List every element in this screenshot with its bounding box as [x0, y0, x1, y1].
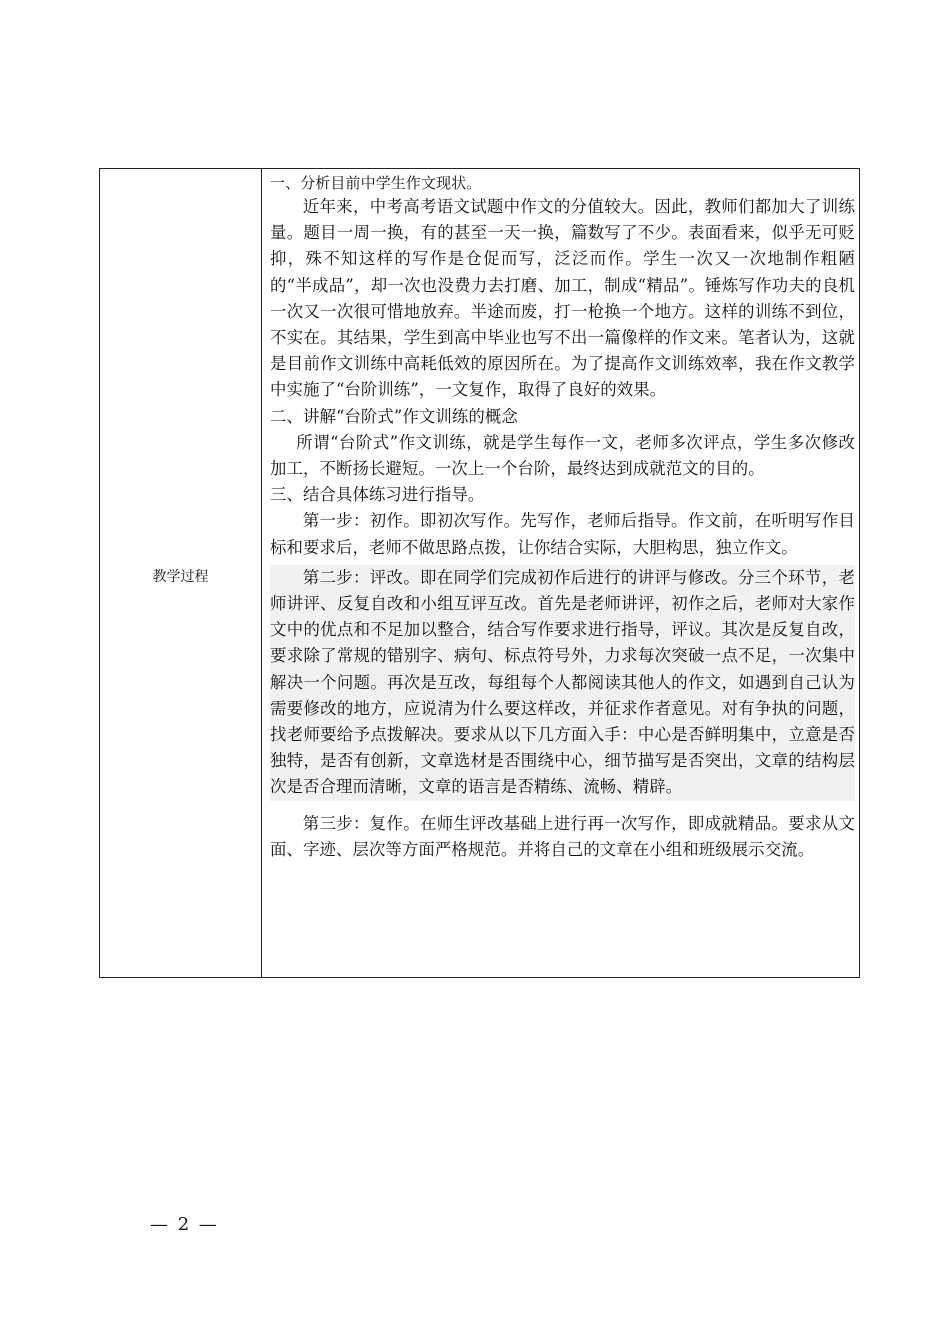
content-cell [270, 172, 855, 863]
heading-1: 一、分析目前中学生作文现状。 [270, 174, 482, 192]
paragraph-step-one: 第一步：初作。即初次写作。先写作，老师后指导。作文前，在听明写作目标和要求后，老师不做思路点拨，让你结合实际，大胆构思，独立作文。 [270, 511, 855, 557]
heading-3: 三、结合具体练习进行指导。 [270, 485, 485, 505]
paragraph-step-three: 第三步：复作。在师生评改基础上进行再一次写作，即成就精品。要求从文面、字迹、层次等方面严格规范。并将自己的文章在小组和班级展示交流。 [270, 813, 855, 859]
paragraph-step-two: 第二步：评改。即在同学们完成初作后进行的讲评与修改。分三个环节，老师讲评、反复自改和小组互评互改。首先是老师讲评，初作之后，老师对大家作文中的优点和不足加以整合，结合写作要求进行指导，评议。其次是反复自改，要求除了常规的错别字、病句、标点符号外，力求每次突破一点不足，一次集中解决一个问题。再次是互改，每组每个人都阅读其他人的作文，如遇到自己认为需要修改的地方，应说清为什么要这样改，并征求作者意见。对有争执的问题，找老师要给予点拨解决。要求从以下几方面入手：中心是否鲜明集中，立意是否独特，是否有创新，文章选材是否围绕中心，细节描写是否突出，文章的结构层次是否合理而清晰，文章的语言是否精练、流畅、精辟。 [270, 565, 855, 801]
section-label: 教学过程 [152, 569, 209, 585]
label-cell [100, 169, 262, 977]
page-number: — 2 — [150, 1214, 219, 1235]
heading-2: 二、讲解“台阶式”作文训练的概念 [270, 406, 518, 426]
paragraph-current-status: 近年来，中考高考语文试题中作文的分值较大。因此，教师们都加大了训练量。题目一周一换，有的甚至一天一换，篇数写了不少。表面看来，似乎无可贬抑，殊不知这样的写作是仓促而写，泛泛而作。学生一次又一次地制作粗陋的“半成品”，却一次也没费力去打磨、加工，制成“精品”。锤炼写作功夫的良机一次又一次很可惜地放弃。半途而废，打一枪换一个地方。这样的训练不到位，不实在。其结果，学生到高中毕业也写不出一篇像样的作文来。笔者认为，这就是目前作文训练中高耗低效的原因所在。为了提高作文训练效率，我在作文教学中实施了“台阶训练”，一文复作，取得了良好的效果。 [270, 197, 855, 400]
lesson-table [99, 168, 860, 978]
paragraph-concept: 所谓“台阶式”作文训练，就是学生每作一文，老师多次评点，学生多次修改加工，不断扬长避短。一次上一个台阶，最终达到成就范文的目的。 [270, 432, 855, 479]
